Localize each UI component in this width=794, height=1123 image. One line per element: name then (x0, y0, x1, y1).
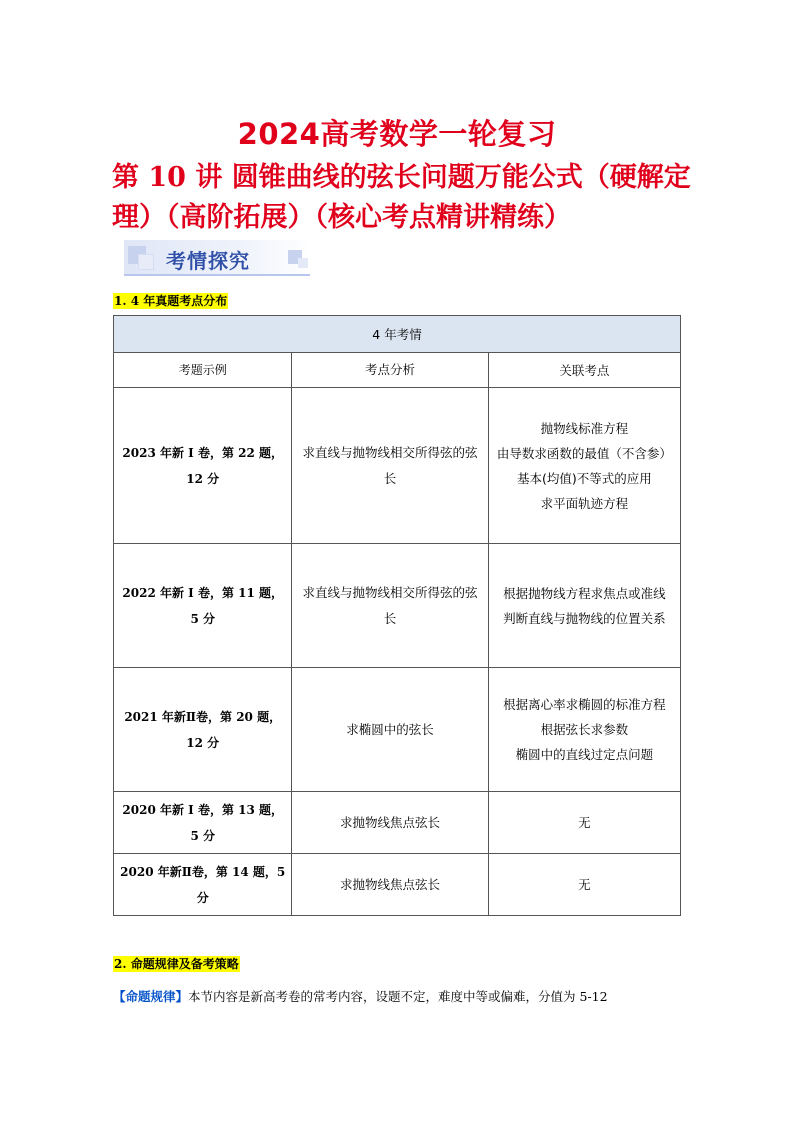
related-point: 根据抛物线方程求焦点或准线 (503, 585, 666, 601)
table-row (114, 388, 681, 544)
table-caption: 4 年考情 (114, 316, 681, 353)
related-point: 椭圆中的直线过定点问题 (515, 747, 654, 762)
table-row (114, 792, 681, 854)
exam-analysis: 求直线与抛物线相交所得弦的弦长 (292, 388, 488, 544)
exam-analysis: 求直线与抛物线相交所得弦的弦长 (292, 544, 488, 668)
section-heading-2-text: 2. 命题规律及备考策略 (114, 957, 239, 971)
banner-underline (124, 274, 310, 276)
banner-square-decor (138, 254, 154, 270)
exam-example: 2020 年新 I 卷，第 13 题，5 分 (114, 792, 292, 854)
exam-analysis: 求抛物线焦点弦长 (292, 792, 488, 854)
section-heading-1-text: 1. 4 年真题考点分布 (114, 294, 228, 308)
exam-table (113, 315, 681, 916)
table-row (114, 544, 681, 668)
lecture-title: 第 10 讲 圆锥曲线的弦长问题万能公式（硬解定理）（高阶拓展）（核心考点精讲精练） (112, 162, 691, 233)
page-title: 2024高考数学一轮复习 (237, 117, 557, 151)
section-heading-1 (113, 292, 228, 309)
related-points (488, 388, 680, 544)
exam-example: 2021 年新Ⅱ卷，第 20 题，12 分 (114, 668, 292, 792)
section-banner (124, 240, 310, 276)
related-point: 无 (488, 854, 680, 916)
table-row (114, 854, 681, 916)
related-point: 根据弦长求参数 (540, 722, 629, 737)
column-header: 考点分析 (292, 353, 488, 388)
related-point: 根据离心率求椭圆的标准方程 (503, 697, 666, 712)
related-point: 无 (488, 792, 680, 854)
paragraph (113, 987, 693, 1005)
paragraph-text: 本节内容是新高考卷的常考内容，设题不定，难度中等或偏难，分值为 5-12 (188, 989, 608, 1004)
exam-analysis: 求抛物线焦点弦长 (292, 854, 488, 916)
related-points (488, 668, 680, 792)
related-point: 求平面轨迹方程 (540, 495, 629, 511)
exam-example: 2020 年新Ⅱ卷，第 14 题，5 分 (114, 854, 292, 916)
related-point: 判断直线与抛物线的位置关系 (503, 610, 666, 626)
column-header: 考题示例 (114, 353, 292, 388)
banner-square-decor (298, 258, 308, 268)
related-points (488, 544, 680, 668)
column-header: 关联考点 (488, 353, 680, 388)
table-row (114, 668, 681, 792)
section-heading-2 (113, 955, 240, 972)
exam-example: 2022 年新 I 卷，第 11 题，5 分 (114, 544, 292, 668)
related-point: 由导数求函数的最值（不含参） (496, 445, 672, 461)
exam-analysis: 求椭圆中的弦长 (292, 668, 488, 792)
related-point: 基本(均值)不等式的应用 (516, 470, 652, 486)
related-point: 抛物线标准方程 (540, 420, 629, 436)
paragraph-tag: 【命题规律】 (113, 989, 189, 1004)
banner-label: 考情探究 (166, 249, 250, 273)
exam-example: 2023 年新 I 卷，第 22 题，12 分 (114, 388, 292, 544)
